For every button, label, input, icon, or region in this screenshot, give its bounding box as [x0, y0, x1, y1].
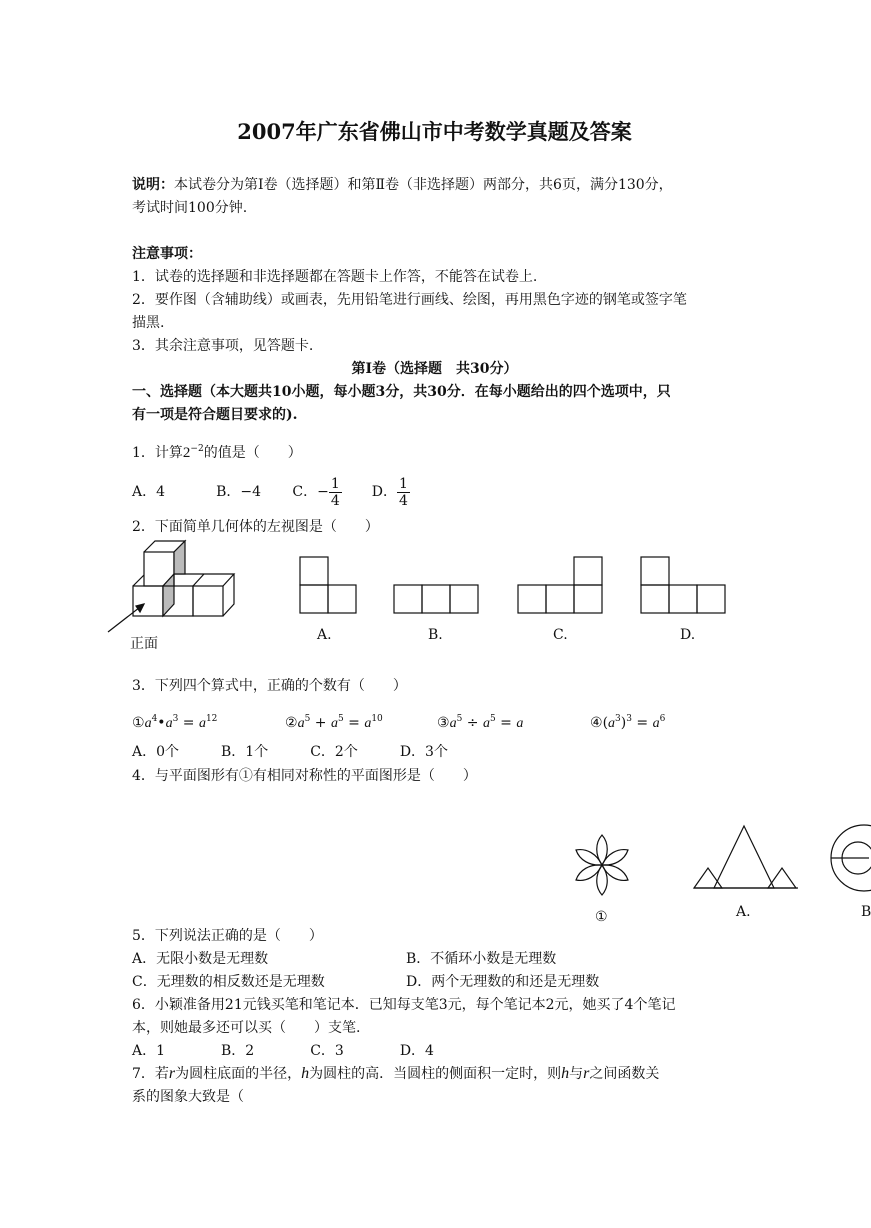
large-triangle	[714, 826, 774, 888]
q1-post: 的值是（ ）	[203, 445, 302, 461]
q3-expr2-power: 10	[371, 714, 383, 724]
note-item-2: 2．要作图（含辅助线）或画表，先用铅笔进行画线、绘图，再用黑色字迹的钢笔或签字笔	[132, 292, 687, 308]
q6-stem-1: 6．小颖准备用21元钱买笔和笔记本．已知每支笔3元，每个笔记本2元，她买了4个笔记	[132, 997, 676, 1013]
q2-option-a-view	[299, 556, 359, 616]
q3-expression-4	[590, 710, 665, 733]
q4-figure-b-label: B	[861, 904, 871, 920]
flower-petal	[573, 860, 604, 884]
q5-stem: 5．下列说法正确的是（ ）	[132, 928, 323, 944]
q5-option-b: B．不循环小数是无理数	[406, 951, 557, 967]
q3-expr1-term: a	[165, 716, 173, 731]
q4-figure-b-circles	[828, 822, 869, 894]
q3-expr1-equals: =	[178, 715, 199, 731]
q3-expr3-number: ③	[437, 715, 450, 731]
intro-line-1	[132, 176, 673, 194]
q3-expr3-operator: ÷	[462, 715, 483, 731]
view-square	[300, 585, 328, 613]
q3-expr2-term: a	[364, 716, 372, 731]
q3-expression-1	[132, 710, 217, 733]
q3-expr4-power: 3	[626, 714, 632, 724]
q7-text: 与	[569, 1066, 584, 1082]
q3-expr3-power: 5	[456, 714, 463, 724]
view-square	[641, 557, 669, 585]
q3-expr1-term: a	[144, 716, 152, 731]
q1-options	[132, 472, 410, 512]
flower-petal	[597, 835, 608, 865]
q1-option-a-value: 4	[156, 484, 166, 500]
q3-expr4-number: ④	[590, 715, 603, 731]
q3-expr2-power: 5	[337, 714, 344, 724]
q3-expr1-power: 4	[151, 714, 158, 724]
q7-text: 为圆柱的高．当圆柱的侧面积一定时，则	[309, 1066, 562, 1082]
q3-expr3-equals: =	[495, 715, 517, 731]
q7-text: 为圆柱底面的半径，	[175, 1066, 302, 1082]
q4-figure-a-triangles	[692, 824, 800, 890]
q2-option-c-view	[517, 556, 607, 616]
q3-expr3-power: 5	[489, 714, 496, 724]
view-square	[669, 585, 697, 613]
q3-expr4-term: a	[652, 716, 660, 731]
q1-option-d-numerator: 1	[399, 475, 408, 492]
q3-expr4-power: 6	[659, 714, 666, 724]
notes-heading: 注意事项：	[132, 246, 202, 262]
q3-expr2-term: a	[330, 716, 338, 731]
q1-option-d-denominator: 4	[399, 492, 408, 509]
q2-solid-figure	[104, 540, 254, 640]
q3-options: A．0个 B．1个 C．2个 D．3个	[132, 744, 448, 760]
flower-petal	[599, 845, 630, 869]
part1-heading: 第Ⅰ卷（选择题 共30分）	[351, 361, 518, 377]
q3-expr1-power: 12	[205, 714, 218, 724]
q3-stem: 3．下列四个算式中，正确的个数有（ ）	[132, 678, 407, 694]
q1-option-c-fraction	[329, 476, 342, 509]
view-square	[328, 585, 356, 613]
view-square	[697, 585, 725, 613]
q2-option-d-label: D.	[680, 627, 696, 643]
q1-option-d-label: D．	[371, 484, 398, 500]
section-heading-2: 有一项是符合题目要求的).	[132, 407, 298, 423]
section-heading-1: 一、选择题（本大题共10小题，每小题3分，共30分．在每小题给出的四个选项中，只	[132, 384, 671, 400]
q4-figure-1-label: ①	[595, 909, 608, 925]
q7-variable-h: h	[301, 1065, 310, 1082]
q7-text: 之间函数关	[589, 1066, 660, 1082]
q4-stem: 4．与平面图形有①有相同对称性的平面图形是（ ）	[132, 768, 477, 784]
q3-expr1-term: a	[198, 716, 206, 731]
q2-option-a-label: A.	[317, 627, 332, 643]
q3-expr1-number: ①	[132, 715, 145, 731]
q5-option-d: D．两个无理数的和还是无理数	[406, 974, 600, 990]
flower-petal	[599, 860, 630, 884]
q1-option-c-label: C．	[292, 484, 318, 500]
q6-stem-2: 本，则她最多还可以买（ ）支笔.	[132, 1020, 361, 1036]
q3-expr4-power: 3	[615, 714, 621, 724]
flower-petal	[573, 845, 604, 869]
q3-expr1-operator: •	[157, 715, 166, 731]
q1-option-c-numerator: 1	[330, 475, 340, 492]
flower-petal	[597, 865, 608, 895]
q3-expr3-term: a	[516, 716, 524, 731]
q3-expr3-term: a	[482, 716, 490, 731]
view-square	[574, 557, 602, 585]
q1-exponent: −2	[190, 444, 204, 454]
q3-expr4-equals: =	[631, 715, 653, 731]
front-label: 正面	[130, 636, 158, 652]
note-item-2-cont: 描黑.	[132, 315, 165, 331]
view-square	[641, 585, 669, 613]
q1-option-b-value: −4	[240, 484, 262, 500]
q3-expr3-term: a	[449, 716, 457, 731]
q1-option-c-denominator: 4	[330, 492, 340, 509]
view-square	[450, 585, 478, 613]
intro-label: 说明：	[132, 177, 174, 193]
view-square	[422, 585, 450, 613]
q7-variable-r: r	[168, 1065, 176, 1082]
q2-option-b-label: B.	[428, 627, 443, 643]
cube-front-face	[193, 586, 223, 616]
q3-expr2-term: a	[297, 716, 305, 731]
q3-expr2-equals: =	[343, 715, 365, 731]
q7-variable-h: h	[561, 1065, 570, 1082]
cube-edge	[193, 574, 204, 586]
q7-pre: 7．若	[132, 1066, 169, 1082]
view-square	[300, 557, 328, 585]
intro-text: 本试卷分为第Ⅰ卷（选择题）和第Ⅱ卷（非选择题）两部分，共6页，满分130分，	[174, 177, 673, 193]
q3-expr2-number: ②	[285, 715, 298, 731]
q3-expr4-term: a	[608, 716, 616, 731]
q2-option-d-view	[640, 556, 730, 616]
view-square	[546, 585, 574, 613]
front-arrow-head	[136, 604, 144, 612]
q7-variable-r: r	[583, 1065, 590, 1082]
page-title: 2007年广东省佛山市中考数学真题及答案	[237, 119, 632, 144]
q2-stem: 2．下面简单几何体的左视图是（ ）	[132, 519, 379, 535]
cube-front-face	[133, 586, 163, 616]
q7-stem-2: 系的图象大致是（	[132, 1089, 244, 1105]
small-triangle-left	[694, 868, 722, 888]
q3-expr2-operator: +	[310, 715, 331, 731]
q1-option-a-label: A．	[132, 484, 157, 500]
note-item-3: 3．其余注意事项，见答题卡.	[132, 338, 314, 354]
q2-option-b-view	[393, 584, 483, 616]
view-square	[394, 585, 422, 613]
q3-expr1-power: 3	[172, 714, 179, 724]
q4-figure-a-label: A.	[736, 904, 751, 920]
cube-shaded-face	[163, 574, 174, 616]
q3-expression-2	[285, 710, 383, 733]
q1-stem	[132, 440, 302, 462]
q3-expr4-paren: )	[620, 715, 627, 731]
q5-option-c: C．无理数的相反数还是无理数	[132, 974, 325, 990]
view-square	[574, 585, 602, 613]
q7-stem-1	[132, 1065, 659, 1083]
q5-option-a: A．无限小数是无理数	[132, 951, 269, 967]
q2-option-c-label: C.	[553, 627, 568, 643]
q1-option-b-label: B．	[216, 484, 241, 500]
q3-expr2-power: 5	[304, 714, 311, 724]
cube-edge	[133, 575, 144, 586]
intro-line-2: 考试时间100分钟.	[132, 200, 248, 216]
view-square	[518, 585, 546, 613]
q6-options: A．1 B．2 C．3 D．4	[132, 1043, 434, 1059]
note-item-1: 1．试卷的选择题和非选择题都在答题卡上作答，不能答在试卷上.	[132, 269, 538, 285]
q1-pre: 1．计算	[132, 445, 183, 461]
q3-expression-3	[437, 710, 523, 733]
q3-expr4-paren: (	[602, 715, 609, 731]
q1-base: 2	[182, 445, 191, 461]
q4-figure-1-flower	[570, 832, 634, 900]
q1-option-d-fraction	[397, 476, 410, 509]
q1-option-c-sign: −	[317, 484, 329, 500]
cube-shaded-face	[174, 541, 185, 574]
